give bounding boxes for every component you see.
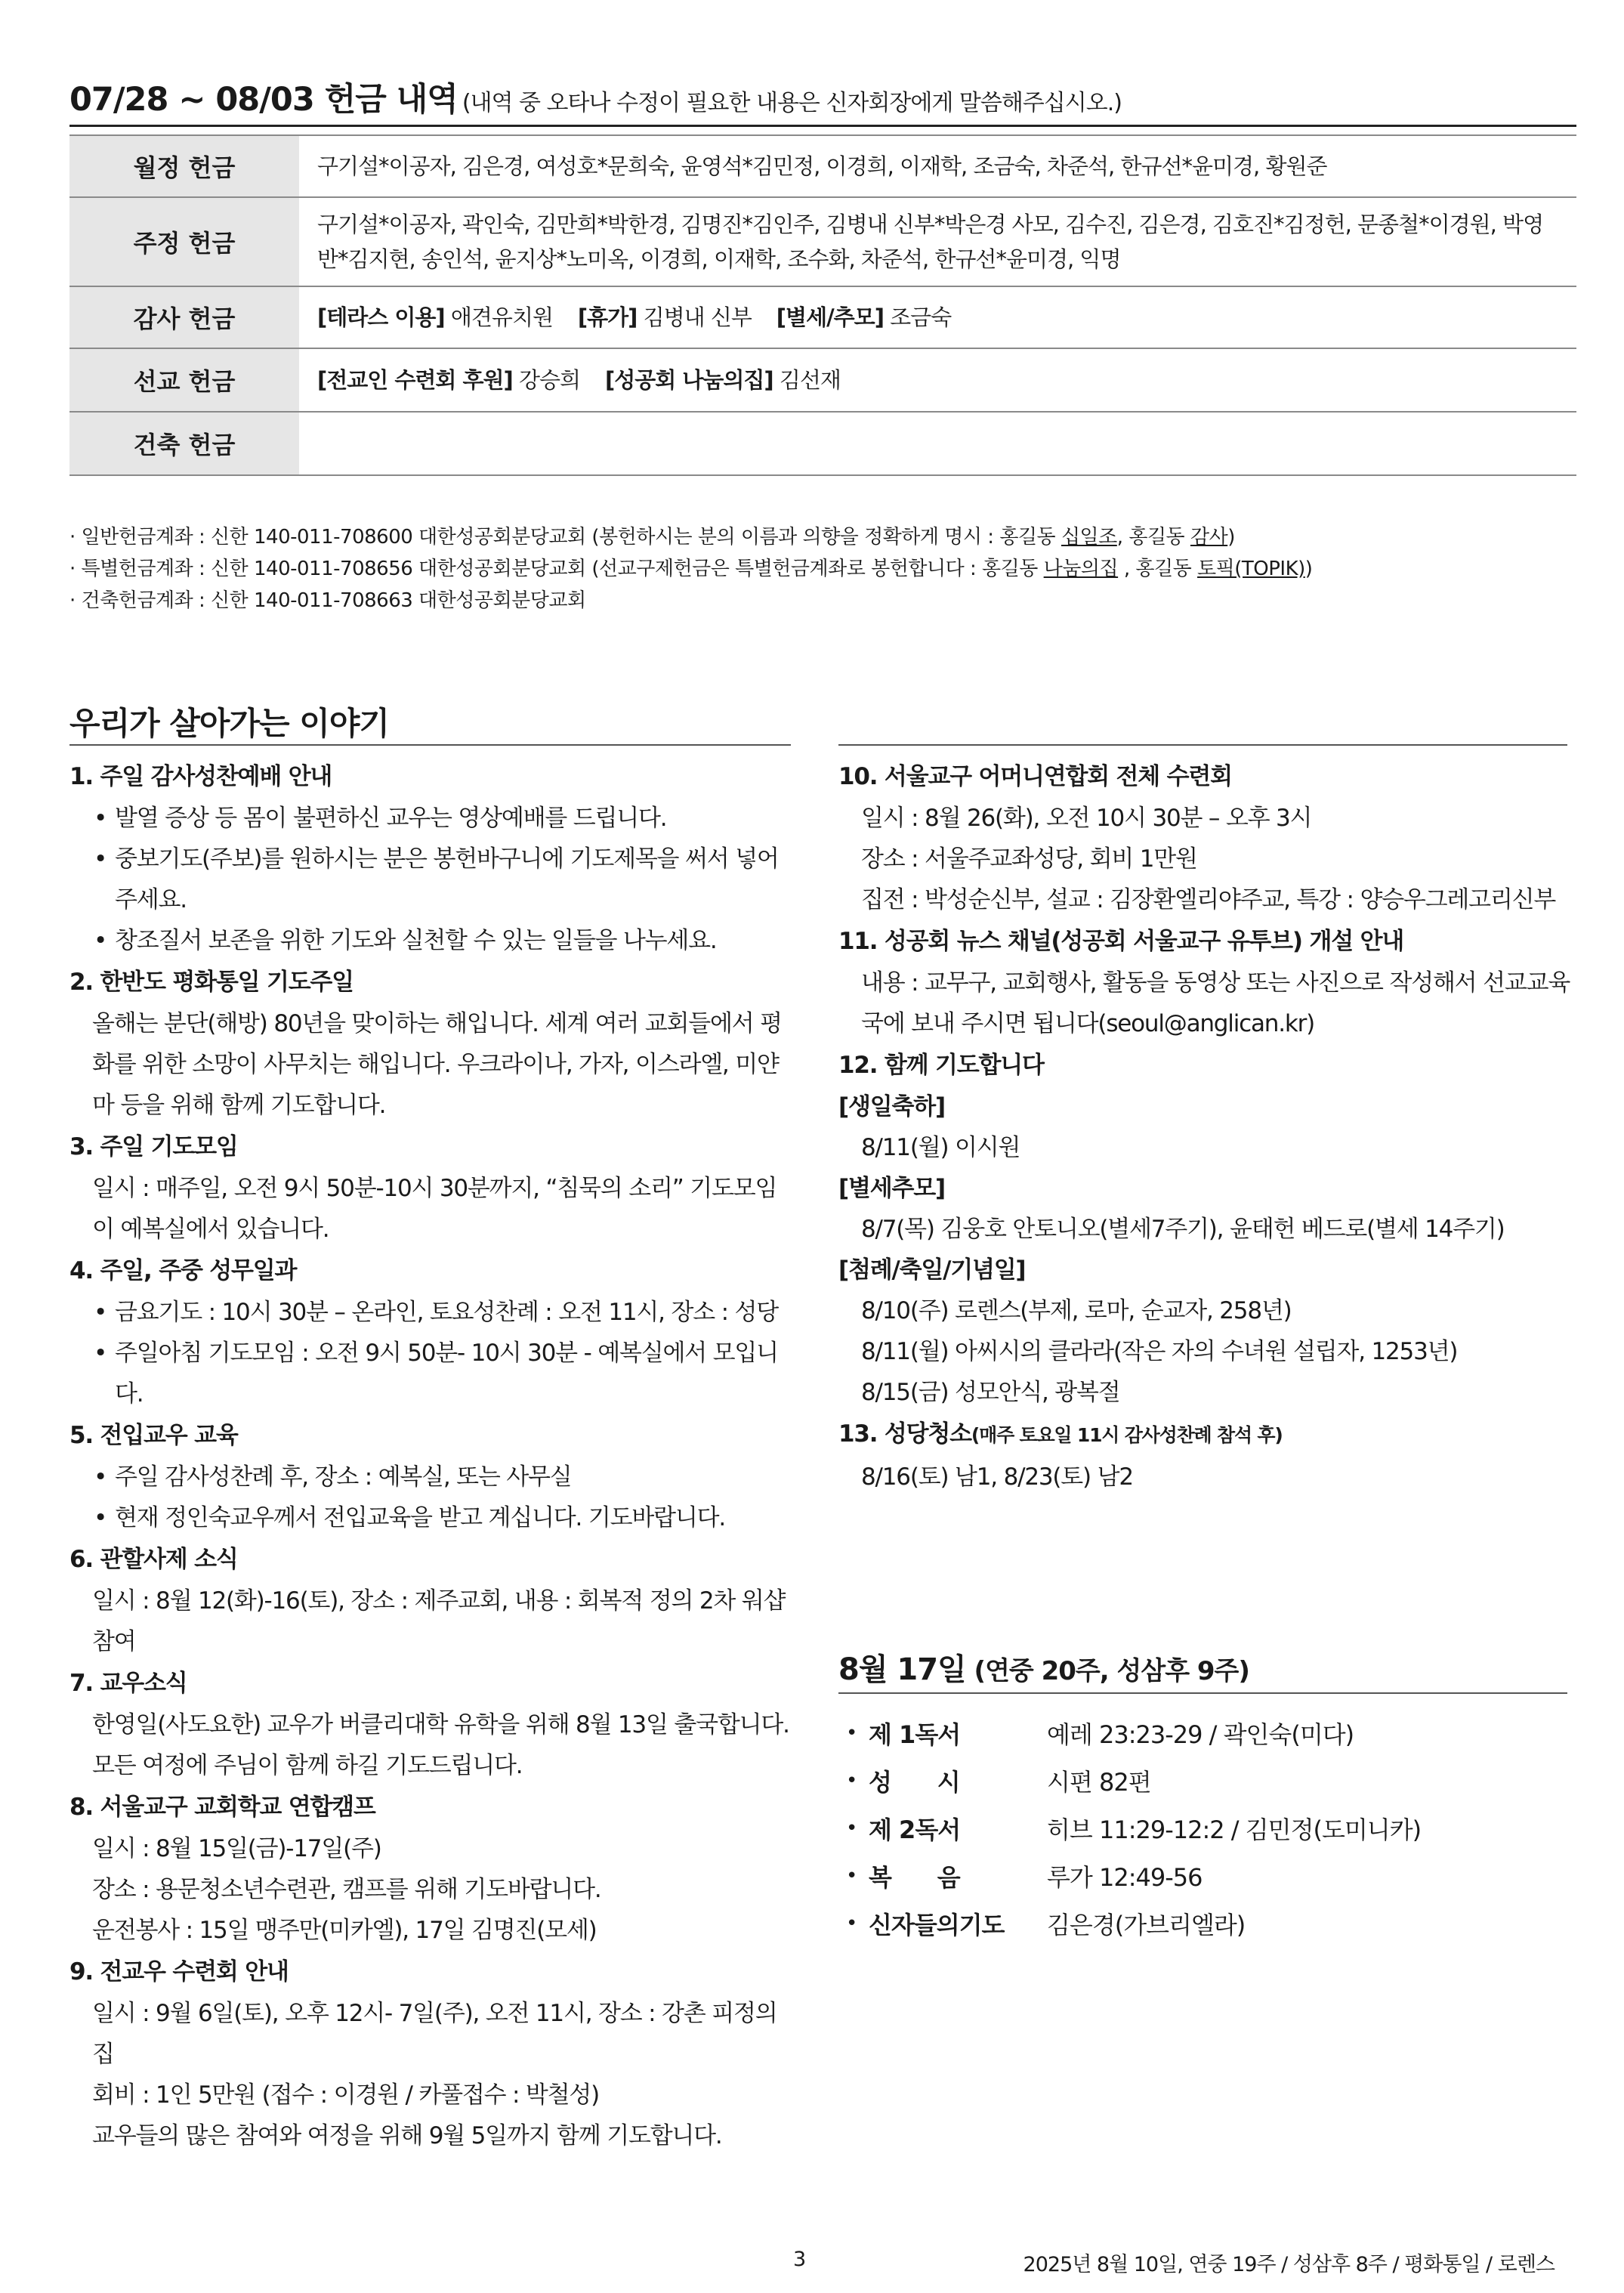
section-rule <box>69 744 791 746</box>
section-title: 우리가 살아가는 이야기 <box>69 705 389 742</box>
offering-value <box>299 412 1576 475</box>
item-text: 일시 : 9월 6일(토), 오후 12시- 7일(주), 오전 11시, 장소 : 강촌 피정의 집 <box>92 2000 777 2068</box>
item-text: 한영일(사도요한) 교우가 버클리대학 유학을 위해 8월 13일 출국합니다. <box>92 1711 789 1738</box>
account-general: · 일반헌금계좌 : 신한 140-011-708600 대한성공회분당교회 (봉헌하시는 분의 이름과 의향을 정확하게 명시 : 홍길동 십일조, 홍길동 감사) <box>69 526 1235 549</box>
account-special: · 특별헌금계좌 : 신한 140-011-708656 대한성공회분당교회 (선교구제헌금은 특별헌금계좌로 봉헌합니다 : 홍길동 나눔의집 , 홍길동 토픽(TOPIK)) <box>69 558 1313 580</box>
offering-label: 감사 헌금 <box>69 286 299 348</box>
item-text: 장소 : 용문청소년수련관, 캠프를 위해 기도바랍니다. <box>92 1876 601 1903</box>
account-list <box>69 521 1576 617</box>
item-heading: 4. 주일, 주중 성무일과 <box>69 1257 297 1284</box>
item-text: 8/15(금) 성모안식, 광복절 <box>861 1379 1120 1406</box>
reading-row: • 복 음 루가 12:49-56 <box>846 1862 1203 1892</box>
offering-row-weekly <box>69 197 1576 286</box>
offering-label: 건축 헌금 <box>69 412 299 475</box>
offering-rule <box>69 125 1576 127</box>
item-heading: 9. 전교우 수련회 안내 <box>69 1958 289 1986</box>
account-building: · 건축헌금계좌 : 신한 140-011-708663 대한성공회분당교회 <box>69 589 586 612</box>
offering-note: (내역 중 오타나 수정이 필요한 내용은 신자회장에게 말씀해주십시오.) <box>462 90 1122 116</box>
item-text: 교우들의 많은 참여와 여정을 위해 9월 5일까지 함께 기도합니다. <box>92 2122 722 2149</box>
offering-label: 월정 헌금 <box>69 135 299 197</box>
readings-list <box>846 1709 1571 1947</box>
offering-row-building <box>69 412 1576 475</box>
item-heading: 12. 함께 기도합니다 <box>838 1052 1044 1079</box>
bullet-item: • 창조질서 보존을 위한 기도와 실천할 수 있는 일들을 나누세요. <box>94 927 717 954</box>
item-text: 회비 : 1인 5만원 (접수 : 이경원 / 카풀접수 : 박철성) <box>92 2081 600 2109</box>
item-text: 모든 여정에 주님이 함께 하길 기도드립니다. <box>92 1752 523 1779</box>
offering-value: [전교인 수련회 후원] 강승희 [성공회 나눔의집] 김선재 <box>299 348 1576 412</box>
bullet-item: • 중보기도(주보)를 원하시는 분은 봉헌바구니에 기도제목을 써서 넣어 주세요. <box>94 845 779 913</box>
item-heading: 11. 성공회 뉴스 채널(성공회 서울교구 유투브) 개설 안내 <box>838 928 1404 955</box>
item-text: 8/10(주) 로렌스(부제, 로마, 순교자, 258년) <box>861 1297 1292 1324</box>
prayer-category: [생일축하] <box>838 1093 945 1120</box>
item-heading: 7. 교우소식 <box>69 1670 187 1697</box>
bullet-item: • 금요기도 : 10시 30분 – 온라인, 토요성찬례 : 오전 11시, 장소 : 성당 <box>94 1299 778 1326</box>
item-text: 집전 : 박성순신부, 설교 : 김장환엘리야주교, 특강 : 양승우그레고리신부 <box>861 886 1556 913</box>
offering-table <box>69 134 1576 476</box>
item-text: 8/11(월) 이시원 <box>861 1134 1020 1161</box>
section-rule <box>838 744 1567 746</box>
item-text: 운전봉사 : 15일 맹주만(미카엘), 17일 김명진(모세) <box>92 1917 597 1944</box>
item-heading: 5. 전입교우 교육 <box>69 1422 238 1449</box>
sunday-rule <box>838 1692 1567 1694</box>
left-column <box>69 756 795 2156</box>
bullet-item: • 현재 정인숙교우께서 전입교육을 받고 계십니다. 기도바랍니다. <box>94 1504 725 1531</box>
item-text: 일시 : 8월 12(화)-16(토), 장소 : 제주교회, 내용 : 회복적 정의 2차 워샵참여 <box>92 1587 786 1655</box>
sunday-title: 8월 17일 (연중 20주, 성삼후 9주) <box>838 1652 1249 1687</box>
item-heading: 10. 서울교구 어머니연합회 전체 수련회 <box>838 763 1232 790</box>
item-text: 일시 : 8월 15일(금)-17일(주) <box>92 1835 381 1862</box>
item-text: 일시 : 8월 26(화), 오전 10시 30분 – 오후 3시 <box>861 805 1312 832</box>
item-text: 8/7(목) 김웅호 안토니오(별세7주기), 윤태헌 베드로(별세 14주기) <box>861 1216 1505 1243</box>
page-number: 3 <box>793 2248 807 2271</box>
item-heading: 2. 한반도 평화통일 기도주일 <box>69 969 354 996</box>
item-text: 일시 : 매주일, 오전 9시 50분-10시 30분까지, “침묵의 소리” 기도모임이 예복실에서 있습니다. <box>92 1175 777 1243</box>
bullet-item: • 주일 감사성찬례 후, 장소 : 예복실, 또는 사무실 <box>94 1463 572 1491</box>
offering-title: 07/28 ~ 08/03 헌금 내역 (내역 중 오타나 수정이 필요한 내용은 신자회장에게 말씀해주십시오.) <box>69 81 1122 119</box>
item-heading: 8. 서울교구 교회학교 연합캠프 <box>69 1794 375 1821</box>
offering-value: 구기설*이공자, 곽인숙, 김만희*박한경, 김명진*김인주, 김병내 신부*박은경 사모, 김수진, 김은경, 김호진*김정헌, 문종철*이경원, 박영반*김지현, 송인석, 윤지상*노미옥, 이경희, 이재학, 조수화, 차준석, 한규선*윤미경, 익명 <box>299 197 1576 286</box>
item-text: 8/16(토) 남1, 8/23(토) 남2 <box>861 1463 1133 1491</box>
reading-row: • 성 시 시편 82편 <box>846 1767 1151 1797</box>
item-heading: 3. 주일 기도모임 <box>69 1133 238 1160</box>
item-heading: 6. 관할사제 소식 <box>69 1546 238 1573</box>
offering-row-monthly <box>69 135 1576 197</box>
reading-row: • 신자들의기도 김은경(가브리엘라) <box>846 1910 1246 1939</box>
item-heading: 1. 주일 감사성찬예배 안내 <box>69 763 332 790</box>
bullet-item: • 발열 증상 등 몸이 불편하신 교우는 영상예배를 드립니다. <box>94 805 667 832</box>
item-text: 8/11(월) 아씨시의 클라라(작은 자의 수녀원 설립자, 1253년) <box>861 1338 1458 1365</box>
footer-info: 2025년 8월 10일, 연중 19주 / 성삼후 8주 / 평화통일 / 로렌스 <box>1023 2253 1555 2276</box>
offering-row-thanks <box>69 286 1576 348</box>
prayer-category: [첨례/축일/기념일] <box>838 1256 1026 1284</box>
reading-row: • 제 2독서 히브 11:29-12:2 / 김민정(도미니카) <box>846 1815 1422 1844</box>
offering-row-mission <box>69 348 1576 412</box>
bullet-item: • 주일아침 기도모임 : 오전 9시 50분- 10시 30분 - 예복실에서 모입니다. <box>94 1340 778 1408</box>
item-text: 올해는 분단(해방) 80년을 맞이하는 해입니다. 세계 여러 교회들에서 평화를 위한 소망이 사무치는 해입니다. 우크라이나, 가자, 이스라엘, 미얀마 등을 위해 함께 기도합니다. <box>92 1010 782 1119</box>
item-heading: 13. 성당청소(매주 토요일 11시 감사성찬례 참석 후) <box>838 1420 1283 1448</box>
offering-value: [테라스 이용] 애견유치원 [휴가] 김병내 신부 [별세/추모] 조금숙 <box>299 286 1576 348</box>
reading-row: • 제 1독서 예레 23:23-29 / 곽인숙(미다) <box>846 1720 1354 1749</box>
offering-value: 구기설*이공자, 김은경, 여성호*문희숙, 윤영석*김민정, 이경희, 이재학, 조금숙, 차준석, 한규선*윤미경, 황원준 <box>299 135 1576 197</box>
item-text: 장소 : 서울주교좌성당, 회비 1만원 <box>861 845 1197 873</box>
offering-label: 선교 헌금 <box>69 348 299 412</box>
item-text: 내용 : 교무구, 교회행사, 활동을 동영상 또는 사진으로 작성해서 선교교육국에 보내 주시면 됩니다(seoul@anglican.kr) <box>861 969 1570 1037</box>
offering-label: 주정 헌금 <box>69 197 299 286</box>
prayer-category: [별세추모] <box>838 1175 945 1202</box>
right-column <box>838 756 1579 1497</box>
